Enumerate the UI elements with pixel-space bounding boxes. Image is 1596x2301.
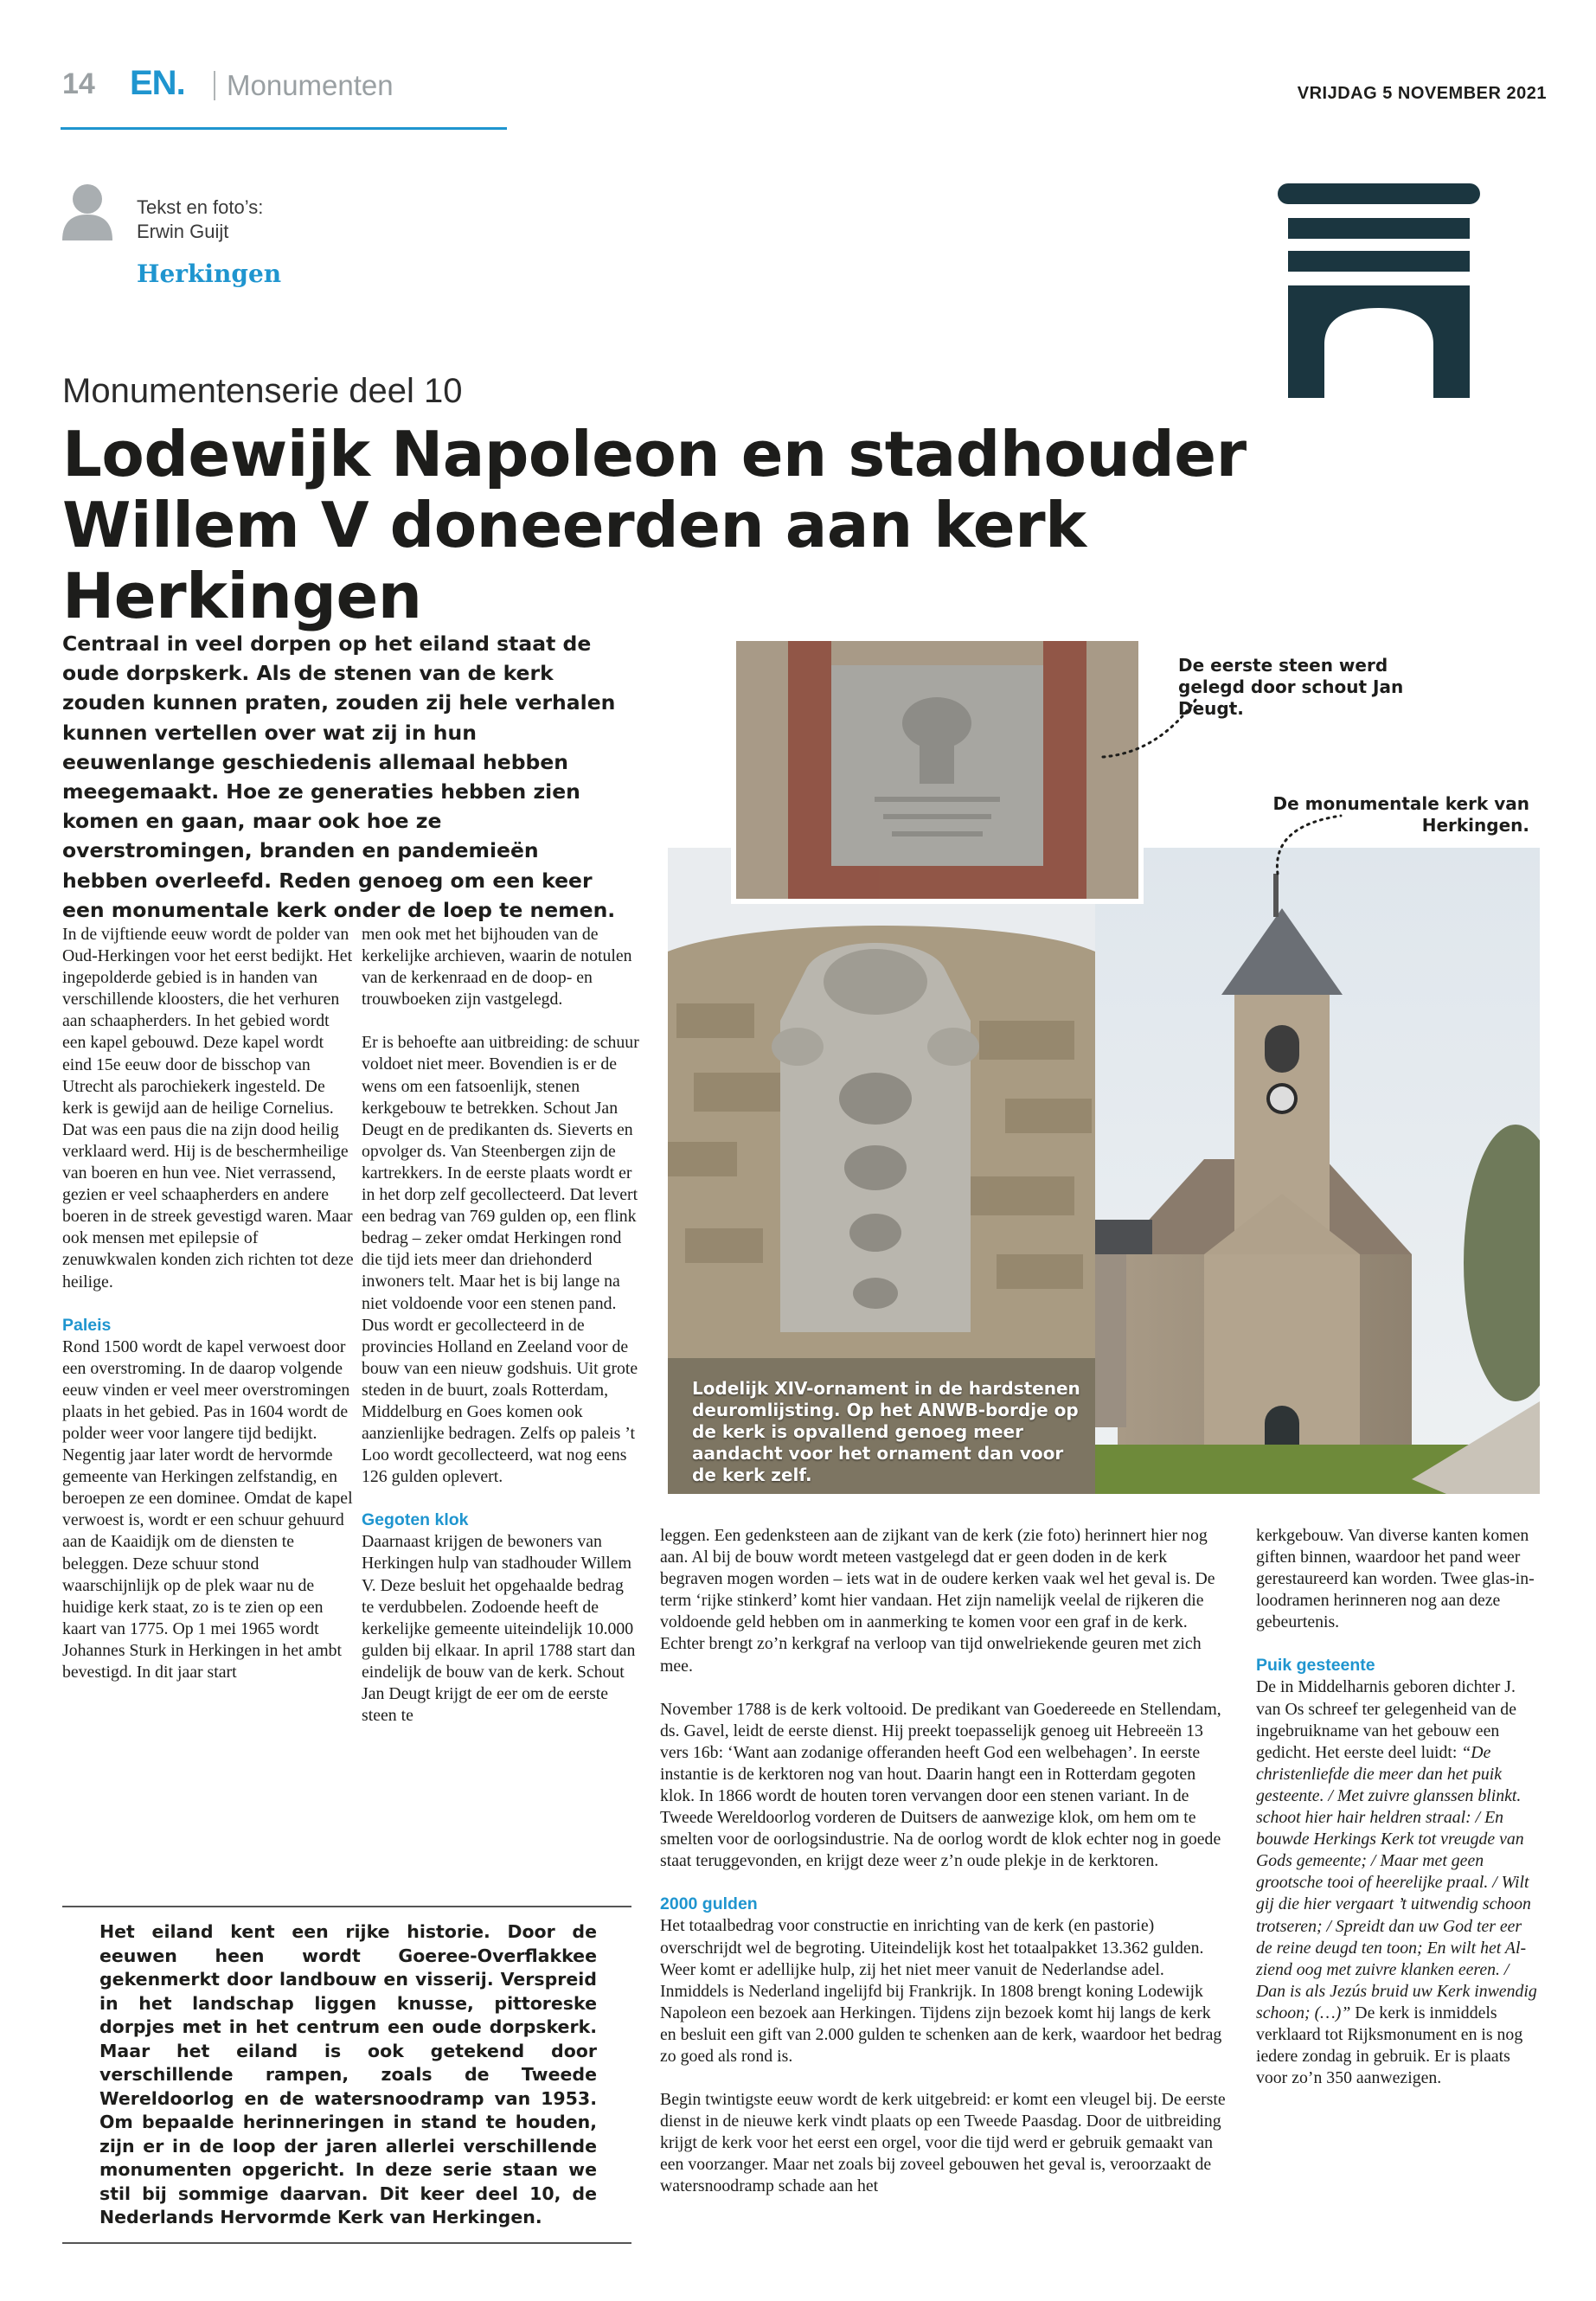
paragraph-text: De in Middelharnis geboren dichter J. van Os schreef ter gelegenheid van de ingebruikname van het gebouw een gedicht. Het eerste deel luidt: xyxy=(1256,1677,1516,1762)
monument-arch-icon xyxy=(1276,182,1482,398)
paragraph: Rond 1500 wordt de kapel verwoest door een overstroming. In de daarop volgende eeuw vinden er veel meer overstromingen plaats in het gebied. Pas in 1604 wordt de polder weer voor langere tijd bedijkt. Negentig jaar later wordt de hervormde gemeente van Herkingen zelfstandig, en beroepen ze een dominee. Omdat de kapel verwoest is, wordt er een schuur gehuurd aan de Kaaidijk om de diensten te beleggen. Deze schuur stond waarschijnlijk op de plek waar nu de huidige kerk staat, zo is te zien op een kaart van 1775. Op 1 mei 1965 wordt Johannes Sturk in Herkingen in het ambt bevestigd. In dit jaar start xyxy=(62,1336,353,1682)
subheading-paleis: Paleis xyxy=(62,1315,112,1335)
subheading-2000-gulden: 2000 gulden xyxy=(660,1894,758,1914)
newspaper-logo[interactable]: EN. xyxy=(130,64,185,102)
infobox-rule-top xyxy=(62,1906,631,1907)
paragraph: leggen. Een gedenksteen aan de zijkant van de kerk (zie foto) herinnert hier nog aan. Al bij de bouw wordt meteen vastgelegd dat er geen doden in de kerk begraven mogen worden – iets wat in de oudere kerken vaak wel het geval is. De term ‘rijke stinkerd’ komt hier vandaan. Het zijn namelijk veelal de rijkeren die voldoende geld hebben om in aanmerking te komen voor een graf in de kerk. Echter brengt zo’n kerkgraf na verloop van tijd onwelriekende geuren met zich mee. xyxy=(660,1526,1215,1676)
infobox-rule-bottom xyxy=(62,2242,631,2244)
author-credit: Tekst en foto’s: Erwin Guijt xyxy=(137,196,264,242)
caption-ornament: Lodelijk XIV-ornament in de hardstenen deuromlijsting. Op het ANWB-bordje op de kerk is opvallend genoeg meer aandacht voor het ornament dan voor de kerk zelf. xyxy=(692,1378,1080,1485)
article-headline: Lodewijk Napoleon en stadhouder Willem V doneerden aan kerk Herkingen xyxy=(62,418,1247,632)
section-title: Monumenten xyxy=(227,69,394,101)
series-kicker: Monumentenserie deel 10 xyxy=(62,372,463,410)
article-lead: Centraal in veel dorpen op het eiland staat de oude dorpskerk. Als de stenen van de kerk zouden kunnen praten, zouden zij hele verhalen kunnen vertellen over wat zij in hun eeuwenlange geschiedenis allemaal hebben meegemaakt. Hoe ze generaties hebben zien komen en gaan, maar ook hoe ze overstromingen, branden en pandemieën hebben overleefd. Reden genoeg om een keer een monumentale kerk onder de loep te nemen. xyxy=(62,631,616,922)
caption-church: De monumentale kerk van Herkingen. xyxy=(1272,793,1529,836)
author-avatar-icon xyxy=(61,182,114,240)
header-divider xyxy=(214,71,215,100)
body-column-1 xyxy=(62,924,356,1683)
body-column-2 xyxy=(362,924,640,1727)
subheading-gegoten-klok: Gegoten klok xyxy=(362,1510,469,1530)
paragraph: Begin twintigste eeuw wordt de kerk uitgebreid: er komt een vleugel bij. De eerste dienst in de nieuwe kerk vindt plaats op een Tweede Paasdag. Door de uitbreiding krijgt de kerk voor het eerst een orgel, voor die tijd werd er gebruik gemaakt van een voorzanger. Maar net zoals bij zoveel gebouwen het geval is, veroorzaakt de watersnoodramp schade aan het xyxy=(660,2090,1226,2196)
paragraph: men ook met het bijhouden van de kerkelijke archieven, waarin de notulen van de kerkenraad en de doop- en trouwboeken zijn vastgelegd. xyxy=(362,925,632,1009)
paragraph: Er is behoefte aan uitbreiding: de schuur voldoet niet meer. Bovendien is er de wens om een fatsoenlijk, stenen kerkgebouw te betrekken. Schout Jan Deugt en de predikanten ds. Sieverts en opvolger ds. Van Steenbergen zijn de kartrekkers. In de eerste plaats wordt er in het dorp zelf gecollecteerd. Dat levert een bedrag van 769 gulden op, een flink bedrag – zeker omdat Herkingen rond die tijd iets meer dan driehonderd inwoners telt. Maar het is bij lange na niet voldoende voor een stenen pand. Dus wordt er gecollecteerd in de provincies Holland en Zeeland voor de bouw van een nieuw godshuis. Uit grote steden in de buurt, zoals Rotterdam, Middelburg en Goes komen ook aanzienlijke bedragen. Zelfs op paleis ’t Loo wordt gecollecteerd, wat nog eens 126 gulden oplevert. xyxy=(362,1033,639,1487)
memorial-stone-photo xyxy=(731,636,1144,904)
paragraph: November 1788 is de kerk voltooid. De predikant van Goedereede en Stellendam, ds. Gavel, leidt de eerste dienst. Hij preekt toepasselijk genoeg uit Hebreeën 13 vers 16b: ‘Want aan zodanige offeranden heeft God een welbehagen’. In eerste instantie is de kerktoren nog van hout. Daarin hangt een in Rotterdam gegoten klok. In 1866 wordt de houten toren vervangen door een stenen variant. In de Tweede Wereldoorlog vorderen de Duitsers de aanwezige klok, om hem om te smelten voor de oorlogsindustrie. Na de oorlog wordt de klok echter nog in goede staat teruggevonden, en krijgt deze weer z’n oude plekje in de kerktoren. xyxy=(660,1699,1221,1871)
paragraph-text: De kerk is inmiddels verklaard tot Rijksmonument en is nog iedere zondag in gebruik. Er is plaats voor zo’n 350 aanwezigen. xyxy=(1256,2003,1523,2088)
location-label: Herkingen xyxy=(137,260,282,288)
issue-date: VRIJDAG 5 NOVEMBER 2021 xyxy=(1297,84,1547,103)
body-column-3 xyxy=(660,1525,1231,2198)
subheading-puik-gesteente: Puik gesteente xyxy=(1256,1656,1375,1676)
header-rule xyxy=(61,127,507,130)
paragraph xyxy=(1256,1676,1542,2089)
page-number: 14 xyxy=(62,67,95,100)
series-infobox: Het eiland kent een rijke historie. Door de eeuwen heen wordt Goeree-Overflakkee gekenmerkt door landbouw en visserij. Verspreid in het landschap liggen knusse, pittoreske dorpjes met in het centrum een oude dorpskerk. Maar het eiland is ook getekend door verschillende rampen, zoals de Tweede Wereldoorlog en de watersnoodramp van 1953. Om bepaalde herinneringen in stand te houden, zijn er in de loop der jaren allerlei verschillende monumenten opgericht. In deze serie staan we stil bij sommige daarvan. Dit keer deel 10, de Nederlands Hervormde Kerk van Herkingen. xyxy=(99,1921,597,2227)
poem-quote: “De christenliefde die meer dan het puik gesteente. / Met zuivre glanssen blinkt. schoot hier hair heldren straal: / En bouwde Herkings Kerk tot vreugde van Gods gemeente; / Maar met geen grootsche tooi of heerelijke praal. / Wilt gij die hier vergaart ’t uitwendig schoon trotseren; / Spreidt dan uw God ter eer de reine deugd ten toon; En wilt het Al-ziend oog met zuivre klanken eeren. / Dan is als Jezús bruid uw Kerk inwendig schoon; (…)” xyxy=(1256,1742,1537,2022)
caption-stone: De eerste steen werd gelegd door schout Jan Deugt. xyxy=(1178,655,1404,719)
paragraph: Het totaalbedrag voor constructie en inrichting van de kerk (en pastorie) overschrijdt wel de begroting. Uiteindelijk kost het totaalpakket 13.362 gulden. Weer komt er adellijke hulp, zij het niet meer vanuit de Nederlandse adel. Inmiddels is Nederland ingelijfd bij Frankrijk. In 1808 brengt koning Lodewijk Napoleon een bezoek aan Herkingen. Tijdens zijn bezoek komt hij langs de kerk en besluit een gift van 2.000 gulden te schenken aan de kerk, waardoor het bedrag zo goed als rond is. xyxy=(660,1916,1222,2066)
paragraph: kerkgebouw. Van diverse kanten komen giften binnen, waardoor het pand weer gerestaureerd kan worden. Twee glas-in-loodramen herinneren nog aan deze gebeurtenis. xyxy=(1256,1526,1535,1632)
paragraph: Daarnaast krijgen de bewoners van Herkingen hulp van stadhouder Willem V. Deze besluit het opgehaalde bedrag te verdubbelen. Zodoende heeft de kerkelijke gemeente uiteindelijk 10.000 gulden bij elkaar. In april 1788 start dan eindelijk de bouw van de kerk. Schout Jan Deugt krijgt de eer om de eerste steen te xyxy=(362,1532,636,1726)
body-column-4 xyxy=(1256,1525,1542,2089)
paragraph: In de vijftiende eeuw wordt de polder van Oud-Herkingen voor het eerst bedijkt. Het ingepolderde gebied is in handen van verschillende kloosters, die het verhuren aan schaapherders. In het gebied wordt een kapel gebouwd. Deze kapel wordt eind 15e eeuw door de bisschop van Utrecht als parochiekerk ingesteld. De kerk is gewijd aan de heilige Cornelius. Dat was een paus die na zijn dood heilig verklaard werd. Hij is de beschermheilige van boeren en hun vee. Niet verrassend, gezien er veel schaapherders en andere boeren in de streek gevestigd waren. Maar ook mensen met epilepsie of zenuwkwalen konden zich richten tot deze heilige. xyxy=(62,925,354,1292)
